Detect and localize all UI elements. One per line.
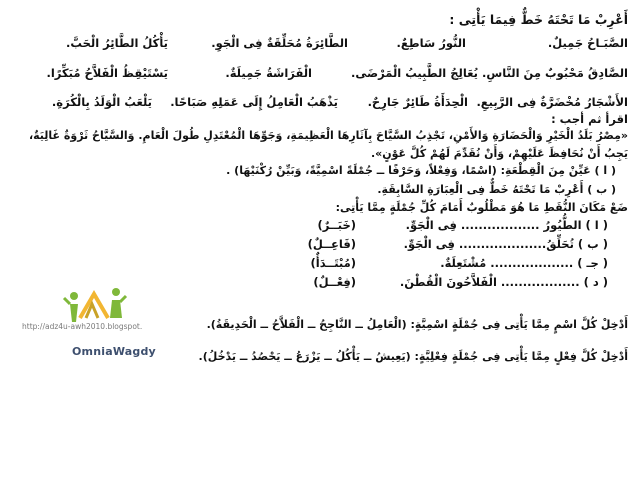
fill-item-c-hint: (مُبْتَــدَأٌ) bbox=[310, 256, 356, 270]
reading-paragraph-line1: «مِصْرُ بَلَدُ الْخَيْرِ وَالْحَضَارَةِ وَالأَمْنِ، تَجْذِبُ السَّيَّاحَ بِآثَارِهَا الْعَظِيمَةِ، وَجَوِّهَا الْمُعْتَدِلِ طُولَ الْعَامِ. وَالسَّيَّاحُ ثَرْوَةٌ غَالِيَةٌ، bbox=[28, 129, 628, 142]
sentence-9: الأَشْجَارُ مُخْضَرَّةٌ فِى الرَّبِيعِ. bbox=[476, 95, 628, 109]
sentence-4: يَأْكُلُ الطَّائِرُ الْحَبَّ. bbox=[66, 36, 168, 50]
fill-item-b: ( ب ) تُحَلِّقُ.................... فِى الْجَوِّ. bbox=[403, 237, 608, 251]
fill-item-d-hint: (فِعْــلٌ) bbox=[313, 275, 356, 289]
sentence-12: يَلْعَبُ الْوَلَدُ بِالْكُرَةِ. bbox=[51, 95, 152, 109]
fill-item-d: ( د ) .................. الْفَلاَّحُونَ الْقُطْنَ. bbox=[399, 275, 608, 289]
exercise-verbal-sentences: أَدْخِلْ كُلَّ فِعْلٍ مِمَّا يَأْتِى فِى جُمْلَةٍ فِعْلِيَّةٍ: (يَعِيشُ ــ يَأْكُلُ ــ يَزْرَعُ ــ يَحْصُدُ ــ يَدْخُلُ). bbox=[198, 350, 628, 363]
fill-item-c: ( جـ ) ................... مُشْتَعِلَةٌ. bbox=[440, 256, 608, 270]
fill-item-a: ( ا ) الطُّيُورُ .................. فِى الْجَوِّ. bbox=[405, 218, 608, 232]
sentence-6: يُعَالِجُ الطَّبِيبُ الْمَرْضَى. bbox=[350, 66, 478, 80]
sentence-11: يَذْهَبُ الْعَامِلُ إِلَى عَمَلِهِ صَبَاحًا. bbox=[170, 95, 338, 109]
fill-item-b-hint: (فَاعِــلٌ) bbox=[307, 237, 356, 251]
reading-instruction: اقرأ ثم أجب : bbox=[551, 112, 628, 126]
sentence-1: الصَّبَـاحُ جَمِيلٌ. bbox=[547, 36, 628, 50]
logo-brand-name: OmniaWagdy bbox=[72, 345, 156, 358]
logo-url: http://adz4u-awh2010.blogspot. bbox=[22, 322, 143, 331]
fill-in-instruction: ضَعْ مَكَانَ النُّقَطِ مَا هُوَ مَطْلُوبٌ أَمَامَ كُلِّ جُمْلَةٍ مِمَّا يَأْتِى: bbox=[335, 201, 628, 214]
reading-question-b: ( ب ) أَعْرِبْ مَا تَحْتَهُ خَطٌّ فِى الْعِبَارَةِ السَّابِقَةِ. bbox=[377, 183, 616, 196]
exercise-nominal-sentences: أَدْخِلْ كُلَّ اسْمٍ مِمَّا يَأْتِى فِى جُمْلَةٍ اسْمِيَّةٍ: (الْعَامِلُ ــ النَّاجِحُ ــ الْفَلاَّحُ ــ الْحَدِيقَةُ). bbox=[206, 318, 628, 331]
sentence-5: الصَّادِقُ مَحْبُوبٌ مِنَ النَّاسِ. bbox=[482, 66, 628, 80]
reading-question-a: ( ا ) عَيِّنْ مِنَ الْقِطْعَةِ: (اسْمًا، وَفِعْلاً، وَحَرْفًا ــ جُمْلَةً اسْمِيَّةً، وَبَيِّنْ رُكْنَيْهَا) . bbox=[226, 164, 616, 177]
sentence-8: يَسْتَيْقِظُ الْفَلاَّحُ مُبَكِّرًا. bbox=[46, 66, 168, 80]
fill-item-a-hint: (خَبَــرٌ) bbox=[317, 218, 356, 232]
reading-paragraph-line2: يَجِبُ أَنْ نُحَافِظَ عَلَيْهِمْ، وَأَنْ نُقَدِّمَ لَهُمْ كُلَّ عَوْنٍ». bbox=[370, 147, 628, 160]
sentence-7: الْفَرَاشَةُ جَمِيلَةٌ. bbox=[225, 66, 312, 80]
sentence-2: النُّورُ سَاطِعٌ. bbox=[396, 36, 466, 50]
sentence-3: الطَّائِرَةُ مُحَلِّقَةٌ فِى الْجَوِ. bbox=[211, 36, 348, 50]
exercise-header: أَعْرِبْ مَا تَحْتَهُ خَطٌّ فِيمَا يَأْتِى : bbox=[449, 12, 628, 27]
sentence-10: الْحِدَأَةُ طَائِرٌ جَارِحٌ. bbox=[367, 95, 468, 109]
